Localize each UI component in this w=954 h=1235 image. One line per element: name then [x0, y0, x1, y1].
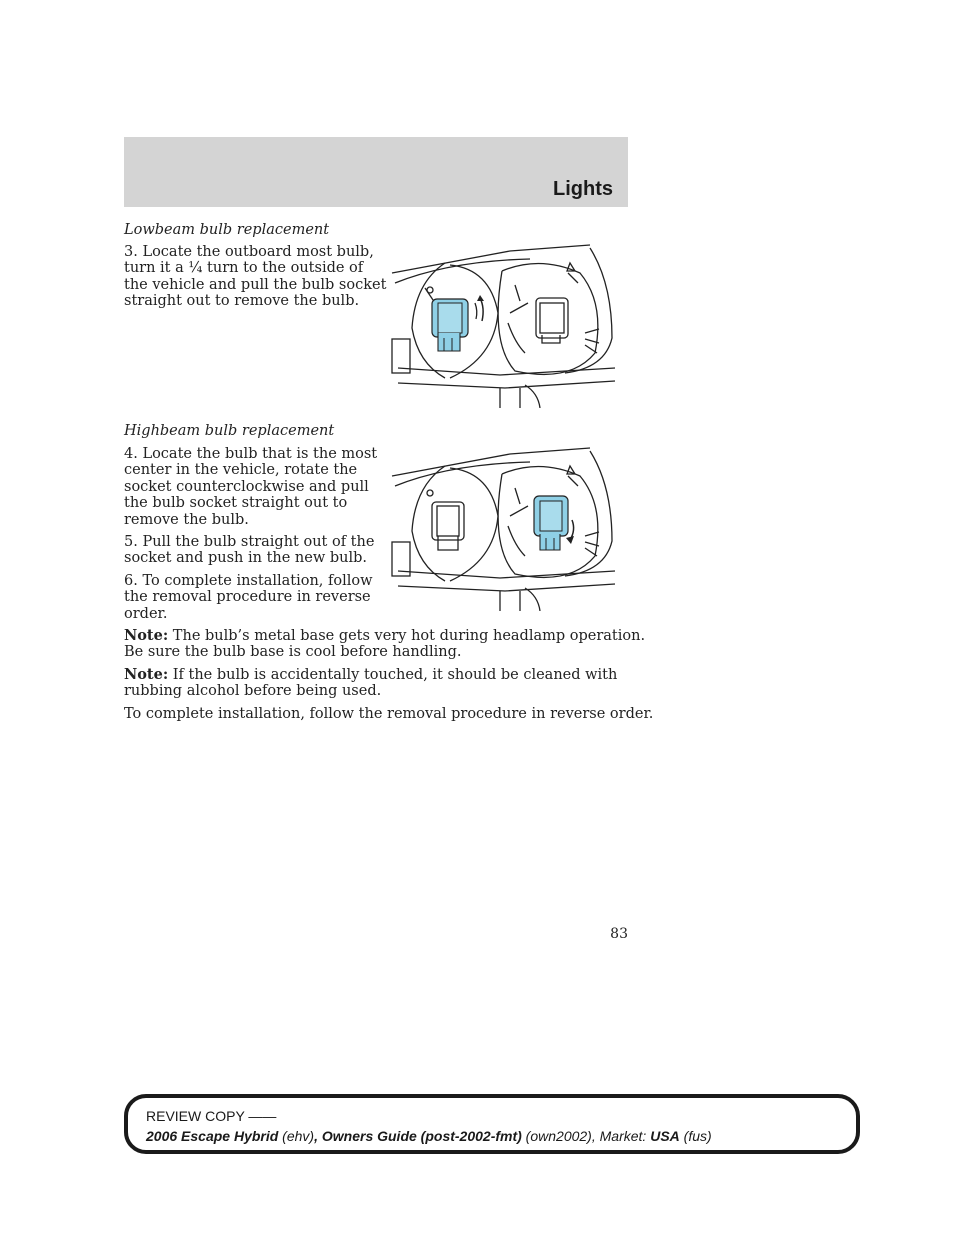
lowbeam-heading: Lowbeam bulb replacement — [124, 222, 330, 238]
page-number: 83 — [610, 926, 628, 942]
step-4-text: 4. Locate the bulb that is the most center in the vehicle, rotate the socket counterclockwise and pull the bulb socket straight out to remove the bulb. — [124, 446, 378, 528]
step-3-text: 3. Locate the outboard most bulb, turn it a ¼ turn to the outside of the vehicle and pull the bulb socket straight out to remove the bulb. — [124, 244, 387, 310]
section-title: Lights — [553, 178, 613, 200]
highbeam-headlamp-illustration — [390, 446, 620, 611]
lowbeam-headlamp-illustration — [390, 243, 620, 408]
highbeam-heading: Highbeam bulb replacement — [124, 423, 335, 439]
highlighted-lowbeam-bulb-socket — [432, 299, 468, 351]
note-1: Note: The bulb’s metal base gets very hot during headlamp operation. Be sure the bulb base is cool before handling. — [124, 627, 646, 661]
note-2: Note: If the bulb is accidentally touched, it should be cleaned with rubbing alcohol before being used. — [124, 666, 618, 700]
step-6-text: 6. To complete installation, follow the removal procedure in reverse order. — [124, 573, 373, 622]
highlighted-highbeam-bulb-socket — [534, 496, 568, 550]
footer-review-label: REVIEW COPY —— — [146, 1108, 277, 1124]
footer-document-info: 2006 Escape Hybrid (ehv), Owners Guide (post-2002-fmt) (own2002), Market: USA (fus) — [146, 1128, 712, 1144]
step-5-text: 5. Pull the bulb straight out of the socket and push in the new bulb. — [124, 534, 375, 567]
section-header-bar — [124, 137, 628, 207]
review-copy-footer — [124, 1094, 860, 1154]
final-instruction: To complete installation, follow the removal procedure in reverse order. — [124, 706, 654, 722]
